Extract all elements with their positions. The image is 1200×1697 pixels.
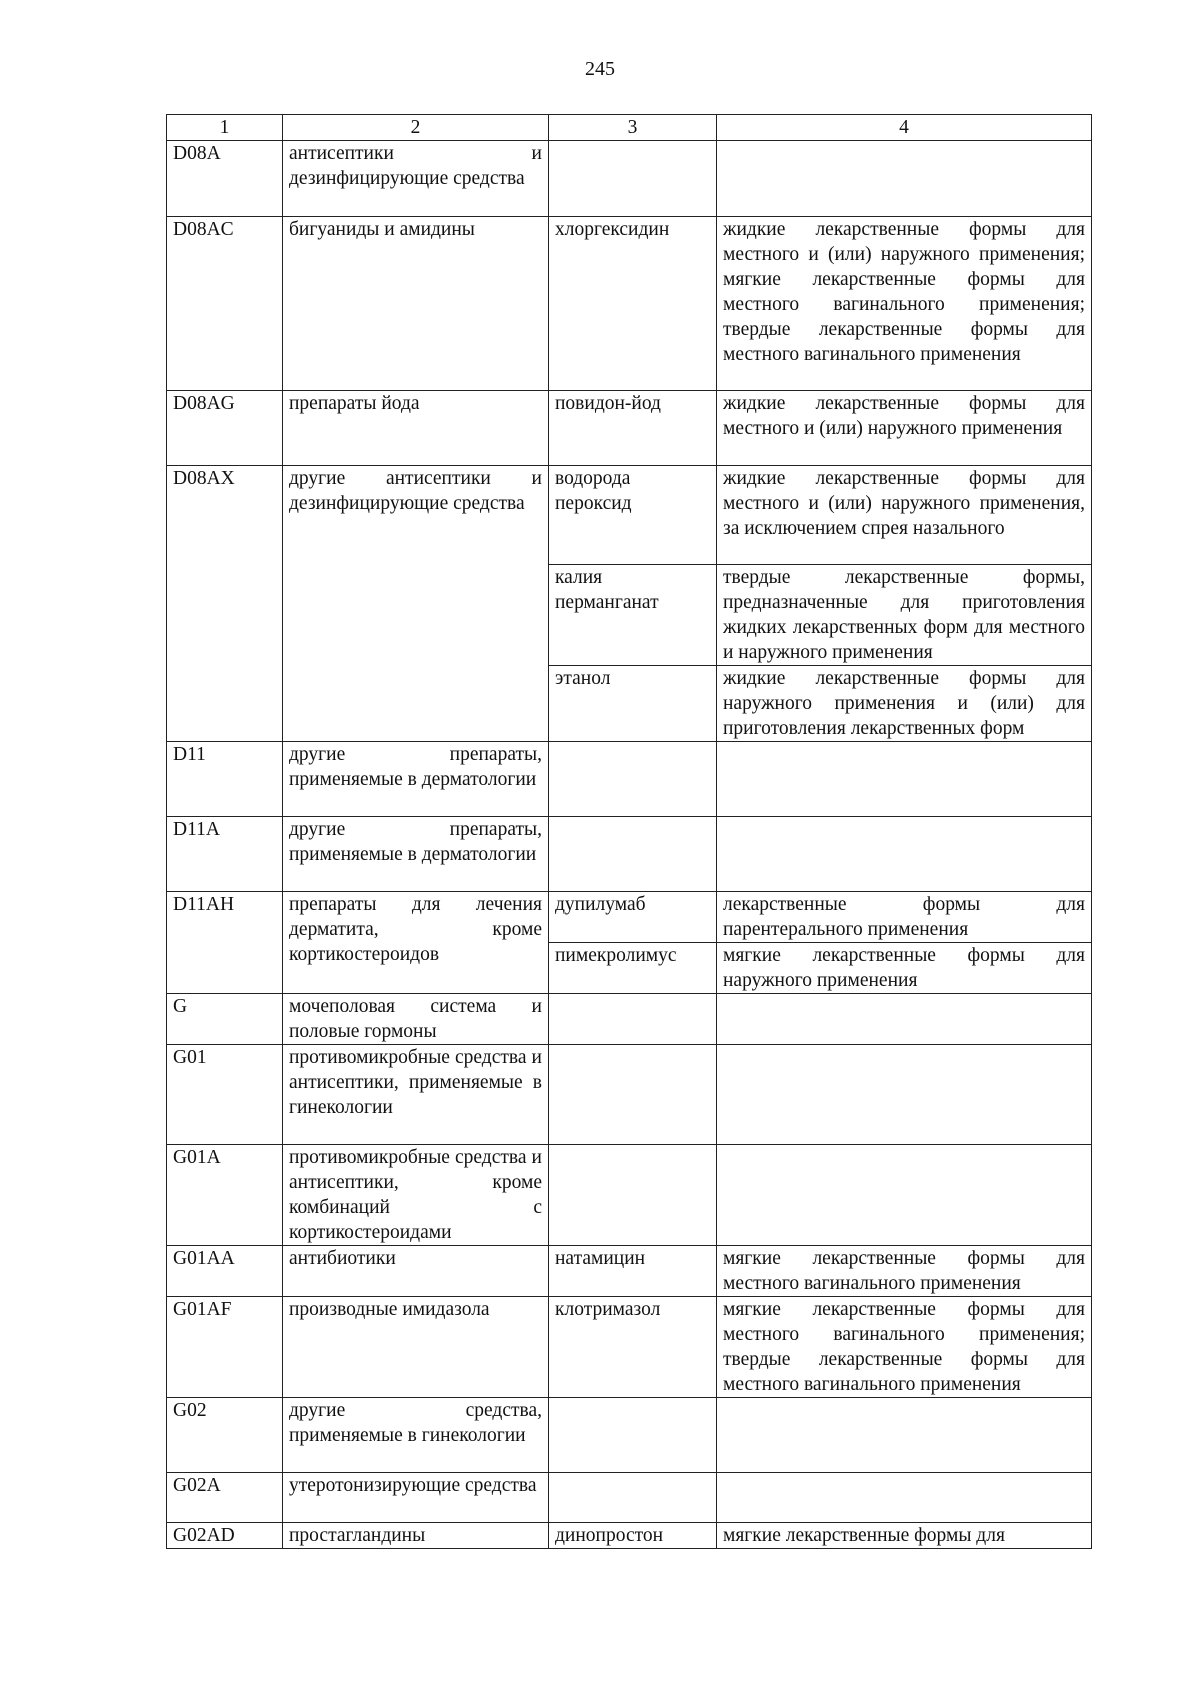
table-row — [167, 217, 1092, 391]
group-name-cell: простагландины — [283, 1523, 549, 1549]
table-row — [167, 1523, 1092, 1549]
drug-name-cell — [549, 742, 717, 817]
dosage-form-cell — [717, 141, 1092, 217]
atc-code-cell: D08AG — [167, 391, 283, 466]
group-name-cell: другие средства, применяемые в гинекологии — [283, 1398, 549, 1473]
column-header: 4 — [717, 115, 1092, 141]
atc-code-cell: G01 — [167, 1045, 283, 1145]
table-row — [167, 817, 1092, 892]
drug-name-cell: натамицин — [549, 1246, 717, 1297]
table-row — [167, 141, 1092, 217]
group-name-cell: противомикробные средства и антисептики, применяемые в гинекологии — [283, 1045, 549, 1145]
group-name-cell: производные имидазола — [283, 1297, 549, 1398]
group-name-cell: другие антисептики и дезинфицирующие средства — [283, 466, 549, 742]
table-row — [167, 892, 1092, 943]
table-row — [167, 1246, 1092, 1297]
column-header: 2 — [283, 115, 549, 141]
group-name-cell: антибиотики — [283, 1246, 549, 1297]
atc-code-cell: D08AC — [167, 217, 283, 391]
drug-name-cell — [549, 1145, 717, 1246]
drug-name-cell — [549, 141, 717, 217]
drug-name-cell: повидон-йод — [549, 391, 717, 466]
drug-name-cell — [549, 1398, 717, 1473]
atc-code-cell: G01AF — [167, 1297, 283, 1398]
group-name-cell: антисептики и дезинфицирующие средства — [283, 141, 549, 217]
group-name-cell: бигуаниды и амидины — [283, 217, 549, 391]
atc-code-cell: D11AH — [167, 892, 283, 994]
table-row — [167, 1473, 1092, 1523]
dosage-form-cell — [717, 1473, 1092, 1523]
atc-code-cell: D08A — [167, 141, 283, 217]
drug-name-cell: водорода пероксид — [549, 466, 717, 565]
dosage-form-cell: жидкие лекарственные формы для местного и (или) наружного применения; мягкие лекарственные формы для местного вагинального применения; твердые лекарственные формы для местного вагинального применения — [717, 217, 1092, 391]
dosage-form-cell — [717, 817, 1092, 892]
dosage-form-cell: жидкие лекарственные формы для местного и (или) наружного применения — [717, 391, 1092, 466]
atc-code-cell: G02AD — [167, 1523, 283, 1549]
atc-code-cell: G02A — [167, 1473, 283, 1523]
drug-name-cell: этанол — [549, 666, 717, 742]
group-name-cell: другие препараты, применяемые в дерматологии — [283, 817, 549, 892]
group-name-cell: мочеполовая система и половые гормоны — [283, 994, 549, 1045]
drug-name-cell — [549, 1045, 717, 1145]
drug-name-cell: калия перманганат — [549, 565, 717, 666]
column-header: 3 — [549, 115, 717, 141]
drug-name-cell: пимекролимус — [549, 943, 717, 994]
drug-name-cell — [549, 1473, 717, 1523]
table-row — [167, 391, 1092, 466]
group-name-cell: препараты йода — [283, 391, 549, 466]
column-header: 1 — [167, 115, 283, 141]
dosage-form-cell — [717, 1398, 1092, 1473]
dosage-form-cell — [717, 742, 1092, 817]
atc-drug-table — [166, 114, 1092, 1549]
drug-name-cell: хлоргексидин — [549, 217, 717, 391]
atc-code-cell: G02 — [167, 1398, 283, 1473]
table-row — [167, 1145, 1092, 1246]
dosage-form-cell — [717, 1045, 1092, 1145]
table-row — [167, 994, 1092, 1045]
atc-code-cell: G — [167, 994, 283, 1045]
dosage-form-cell — [717, 1145, 1092, 1246]
table-row — [167, 1297, 1092, 1398]
atc-code-cell: D11 — [167, 742, 283, 817]
dosage-form-cell: мягкие лекарственные формы для местного вагинального применения; твердые лекарственные формы для местного вагинального применения — [717, 1297, 1092, 1398]
dosage-form-cell: мягкие лекарственные формы для — [717, 1523, 1092, 1549]
atc-code-cell: G01A — [167, 1145, 283, 1246]
dosage-form-cell: лекарственные формы для парентерального применения — [717, 892, 1092, 943]
table-row — [167, 742, 1092, 817]
table-header-row — [167, 115, 1092, 141]
dosage-form-cell — [717, 994, 1092, 1045]
drug-name-cell — [549, 994, 717, 1045]
group-name-cell: препараты для лечения дерматита, кроме кортикостероидов — [283, 892, 549, 994]
group-name-cell: другие препараты, применяемые в дерматологии — [283, 742, 549, 817]
dosage-form-cell: твердые лекарственные формы, предназначенные для приготовления жидких лекарственных форм для местного и наружного применения — [717, 565, 1092, 666]
table-row — [167, 1045, 1092, 1145]
atc-code-cell: G01AA — [167, 1246, 283, 1297]
dosage-form-cell: жидкие лекарственные формы для местного и (или) наружного применения, за исключением спрея назального — [717, 466, 1092, 565]
dosage-form-cell: жидкие лекарственные формы для наружного применения и (или) для приготовления лекарственных форм — [717, 666, 1092, 742]
drug-name-cell: клотримазол — [549, 1297, 717, 1398]
table-row — [167, 1398, 1092, 1473]
table-row — [167, 466, 1092, 565]
group-name-cell: противомикробные средства и антисептики, кроме комбинаций с кортикостероидами — [283, 1145, 549, 1246]
dosage-form-cell: мягкие лекарственные формы для местного вагинального применения — [717, 1246, 1092, 1297]
drug-name-cell — [549, 817, 717, 892]
group-name-cell: утеротонизирующие средства — [283, 1473, 549, 1523]
drug-name-cell: дупилумаб — [549, 892, 717, 943]
atc-code-cell: D11A — [167, 817, 283, 892]
atc-code-cell: D08AX — [167, 466, 283, 742]
drug-name-cell: динопростон — [549, 1523, 717, 1549]
page-number: 245 — [585, 58, 615, 80]
dosage-form-cell: мягкие лекарственные формы для наружного применения — [717, 943, 1092, 994]
